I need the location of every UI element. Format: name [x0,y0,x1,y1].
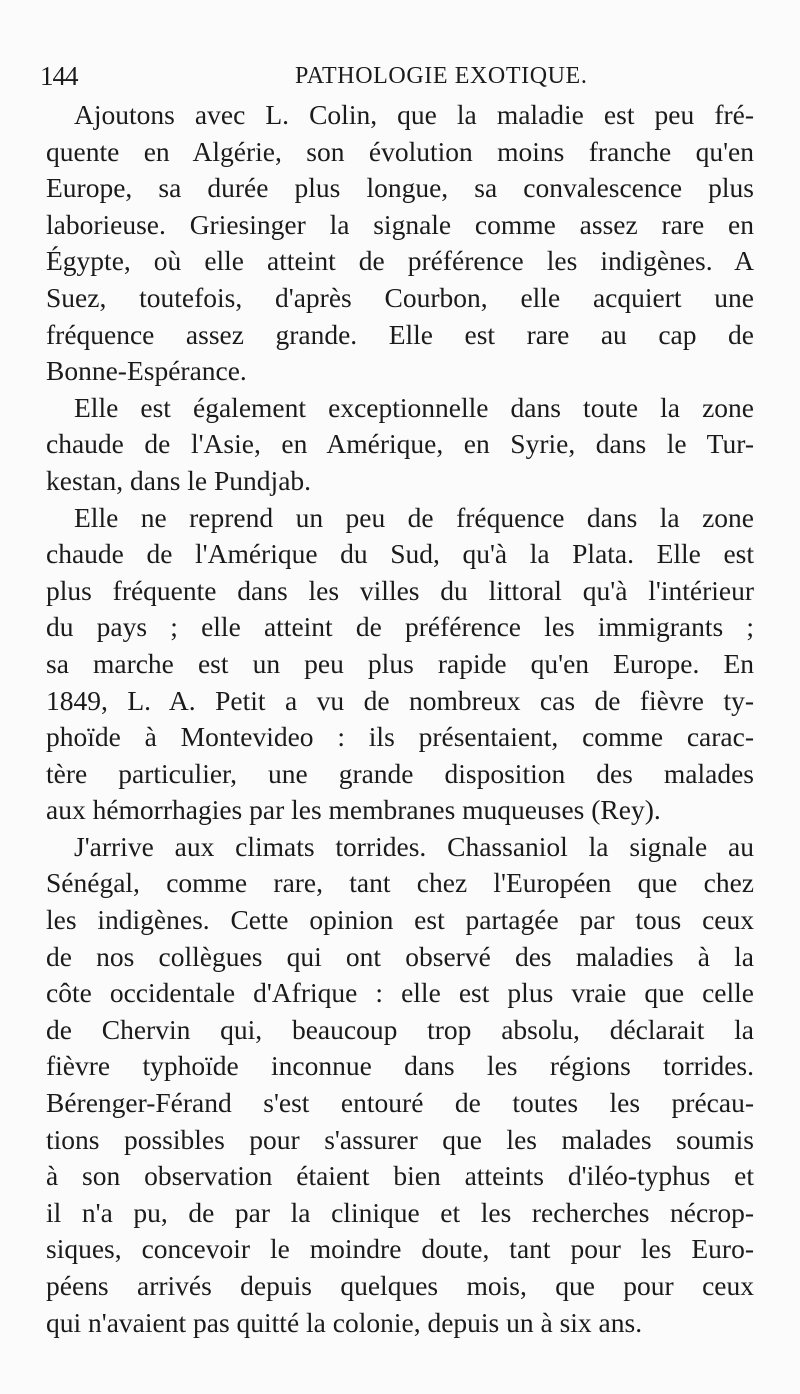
text-line: plus fréquente dans les villes du littoral qu'à l'intérieur [46,574,754,606]
text-line: chaude de l'Amérique du Sud, qu'à la Plata. Elle est [46,538,754,570]
page-number: 144 [40,61,78,91]
text-line: 1849, L. A. Petit a vu de nombreux cas de fièvre ty- [46,684,754,716]
text-line: Bonne-Espérance. [46,355,247,387]
text-line: côte occidentale d'Afrique : elle est plus vraie que celle [46,977,754,1009]
text-line: de nos collègues qui ont observé des maladies à la [46,940,754,972]
text-line: laborieuse. Griesinger la signale comme assez rare en [46,208,754,240]
text-line: Bérenger-Férand s'est entouré de toutes les précau- [46,1087,754,1119]
text-line: de Chervin qui, beaucoup trop absolu, déclarait la [46,1013,754,1045]
text-line: les indigènes. Cette opinion est partagée par tous ceux [46,904,754,936]
text-line: Sénégal, comme rare, tant chez l'Européen que chez [46,867,754,899]
text-line: tère particulier, une grande disposition des malades [46,757,754,789]
text-line: Ajoutons avec L. Colin, que la maladie est peu fré- [74,99,754,130]
text-line: Elle ne reprend un peu de fréquence dans la zone [74,501,754,533]
body-text [46,97,754,1341]
text-line: il n'a pu, de par la clinique et les recherches nécrop- [46,1196,754,1228]
text-line: chaude de l'Asie, en Amérique, en Syrie, dans le Tur- [46,428,754,460]
running-title: PATHOLOGIE EXOTIQUE. [295,63,588,89]
text-line: phoïde à Montevideo : ils présentaient, comme carac- [46,721,754,753]
text-line: J'arrive aux climats torrides. Chassaniol la signale au [74,830,754,862]
running-head [40,58,760,94]
text-line: kestan, dans le Pundjab. [46,464,312,496]
text-line: fréquence assez grande. Elle est rare au cap de [46,318,754,350]
text-line: péens arrivés depuis quelques mois, que pour ceux [46,1270,754,1301]
text-line: sa marche est un peu plus rapide qu'en Europe. En [46,647,754,679]
text-line: siques, concevoir le moindre doute, tant pour les Euro- [46,1233,754,1265]
text-line: Europe, sa durée plus longue, sa convalescence plus [46,172,754,204]
text-line: tions possibles pour s'assurer que les malades soumis [46,1123,754,1155]
text-line: Suez, toutefois, d'après Courbon, elle acquiert une [46,281,754,313]
text-line: Elle est également exceptionnelle dans toute la zone [74,391,754,423]
text-line: quente en Algérie, son évolution moins franche qu'en [46,135,754,167]
text-line: aux hémorrhagies par les membranes muqueuses (Rey). [46,794,661,826]
text-line: à son observation étaient bien atteints d'iléo-typhus et [46,1160,754,1192]
text-line: Égypte, où elle atteint de préférence les indigènes. A [46,245,754,277]
text-line: du pays ; elle atteint de préférence les immigrants ; [46,611,754,643]
text-line: fièvre typhoïde inconnue dans les régions torrides. [46,1050,754,1082]
text-line: qui n'avaient pas quitté la colonie, depuis un à six ans. [46,1306,643,1338]
